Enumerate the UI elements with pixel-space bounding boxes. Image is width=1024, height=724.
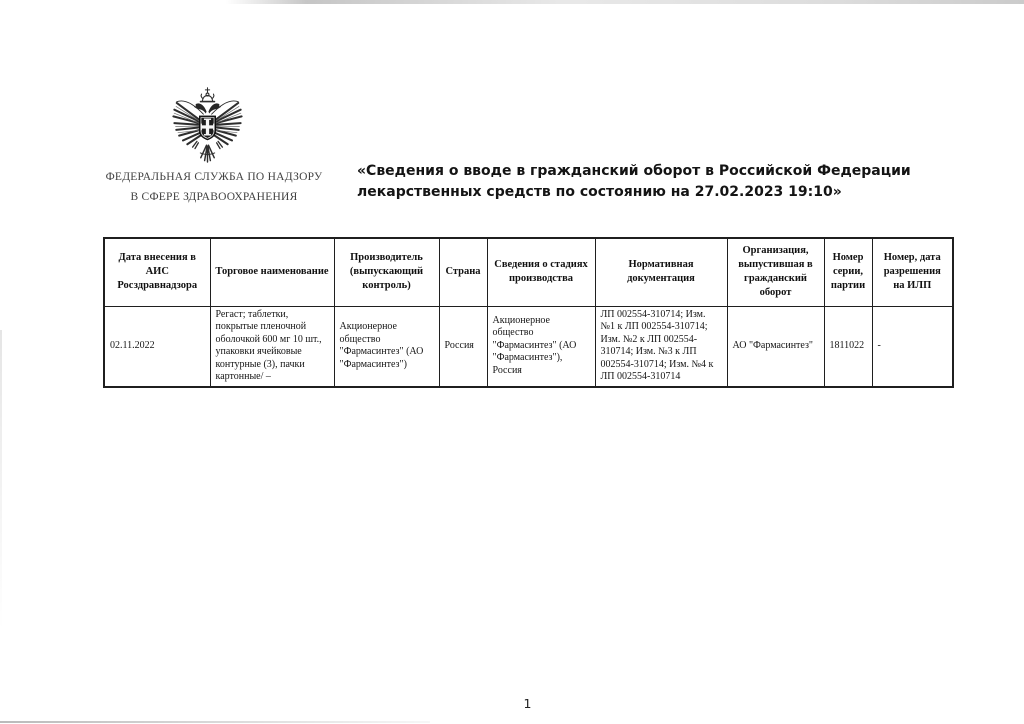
column-header-production-stages: Сведения о стадиях производства bbox=[487, 238, 595, 306]
scan-edge-artifact-left bbox=[0, 330, 2, 630]
cell-production-stages: Акционерное общество "Фармасинтез" (АО "Фармасинтез"), Россия bbox=[487, 306, 595, 387]
column-header-trade-name: Торговое наименование bbox=[210, 238, 334, 306]
document-title: «Сведения о вводе в гражданский оборот в Российской Федерации лекарственных средств по состоянию на 27.02.2023 19:10» bbox=[357, 163, 911, 200]
column-header-country: Страна bbox=[439, 238, 487, 306]
agency-name bbox=[88, 168, 340, 207]
cell-ilp-permit: - bbox=[872, 306, 953, 387]
column-header-series-number: Номер серии, партии bbox=[824, 238, 872, 306]
scan-edge-artifact-top bbox=[0, 0, 1024, 4]
table-row bbox=[104, 306, 953, 387]
column-header-ilp-permit: Номер, дата разрешения на ИЛП bbox=[872, 238, 953, 306]
double-headed-eagle-icon bbox=[171, 86, 244, 166]
cell-date-added: 02.11.2022 bbox=[104, 306, 210, 387]
column-header-date-added: Дата внесения в АИС Росздравнадзора bbox=[104, 238, 210, 306]
cell-trade-name: Регаст; таблетки, покрытые пленочной оболочкой 600 мг 10 шт., упаковки ячейковые контурные (3), пачки картонные/ – bbox=[210, 306, 334, 387]
cell-normative-documentation: ЛП 002554-310714; Изм. №1 к ЛП 002554-310714; Изм. №2 к ЛП 002554-310714; Изм. №3 к ЛП 002554-310714; Изм. №4 к ЛП 002554-310714 bbox=[595, 306, 727, 387]
page-number: 1 bbox=[523, 696, 532, 711]
column-header-normative-documentation: Нормативная документация bbox=[595, 238, 727, 306]
scan-edge-artifact-bottom bbox=[0, 721, 430, 723]
agency-name-line-2: В СФЕРЕ ЗДРАВООХРАНЕНИЯ bbox=[130, 190, 298, 203]
column-header-manufacturer: Производитель (выпускающий контроль) bbox=[334, 238, 439, 306]
cell-releasing-organization: АО "Фармасинтез" bbox=[727, 306, 824, 387]
roszdravnadzor-emblem bbox=[171, 86, 244, 166]
agency-name-line-1: ФЕДЕРАЛЬНАЯ СЛУЖБА ПО НАДЗОРУ bbox=[105, 171, 323, 183]
cell-series-number: 1811022 bbox=[824, 306, 872, 387]
drug-circulation-table bbox=[103, 237, 954, 388]
table-header-row bbox=[104, 238, 953, 306]
column-header-releasing-organization: Организация, выпустившая в гражданский оборот bbox=[727, 238, 824, 306]
cell-country: Россия bbox=[439, 306, 487, 387]
cell-manufacturer: Акционерное общество "Фармасинтез" (АО "Фармасинтез") bbox=[334, 306, 439, 387]
